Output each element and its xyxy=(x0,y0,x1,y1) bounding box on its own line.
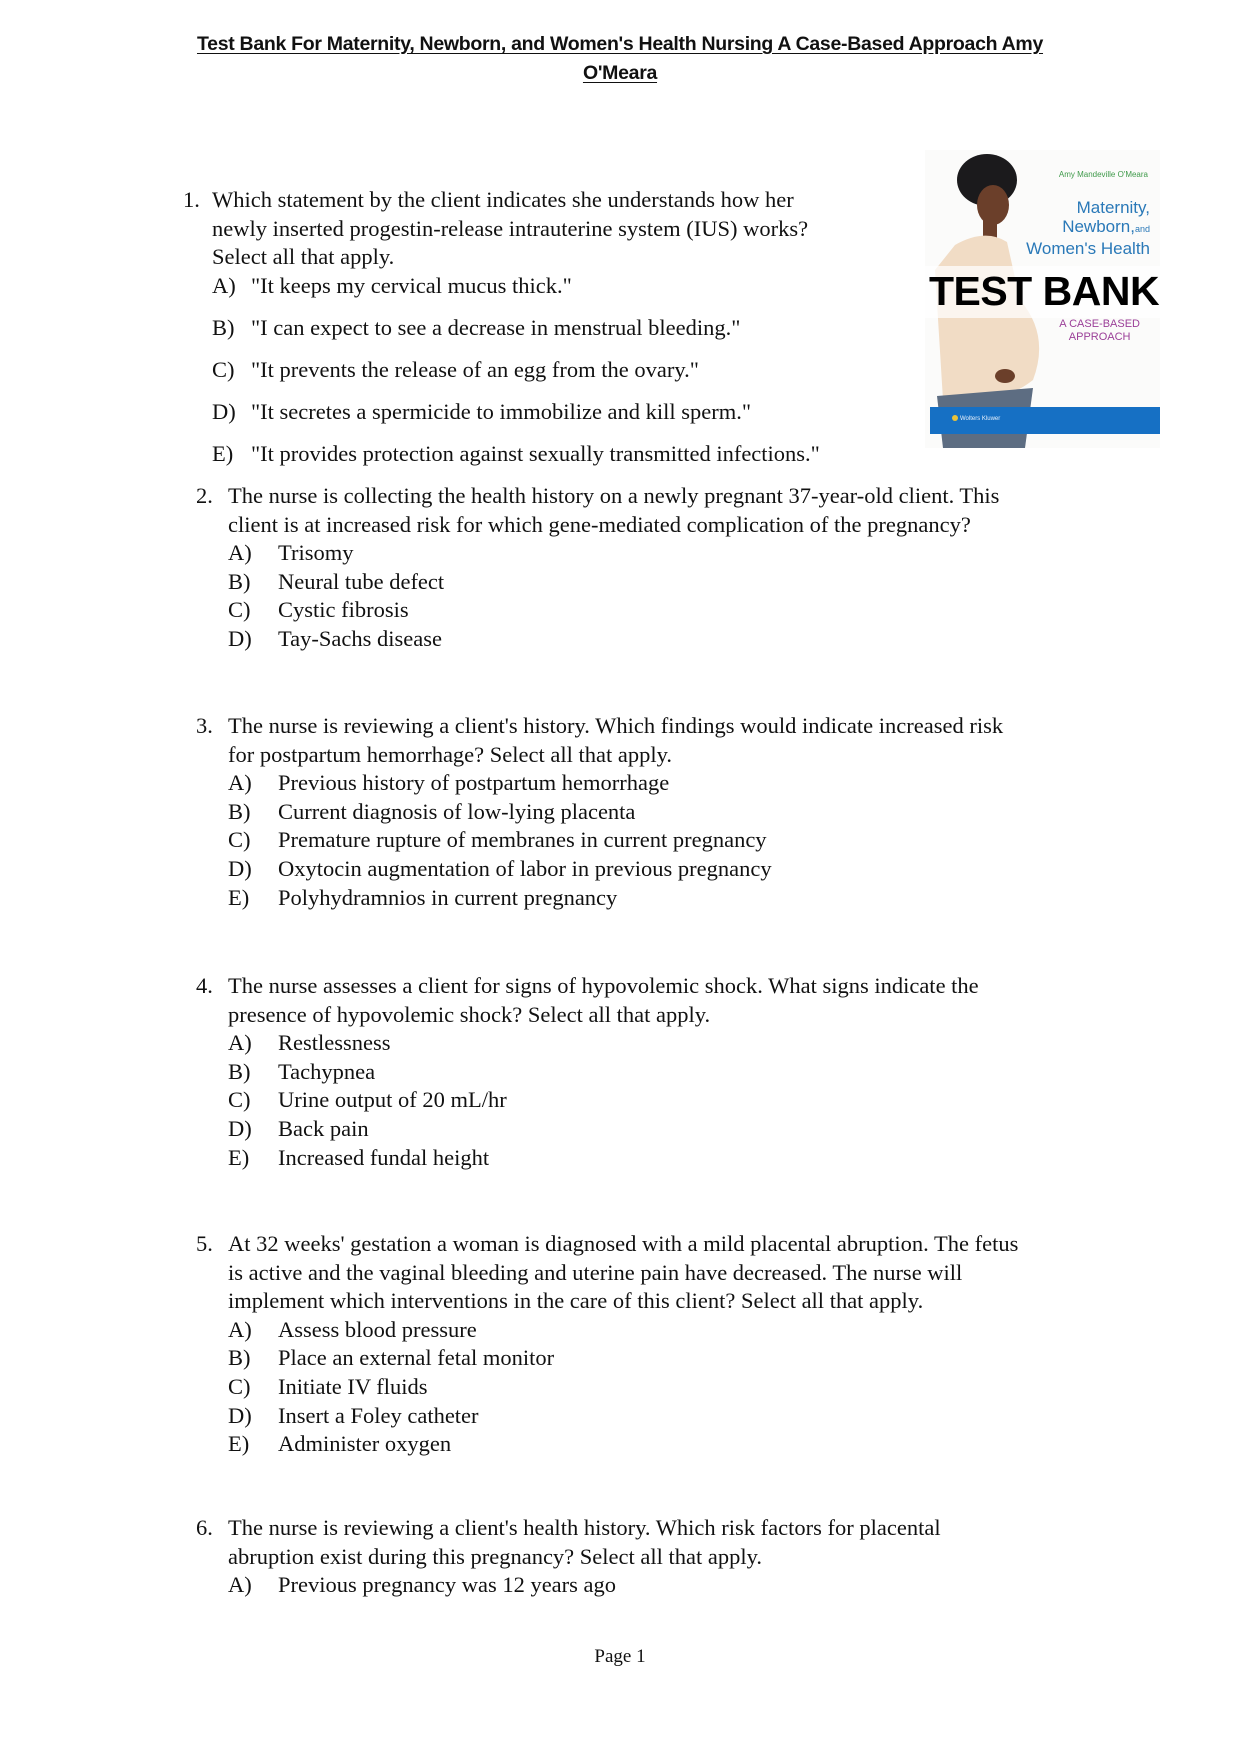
option-letter: C) xyxy=(212,356,235,382)
option-text: Tay-Sachs disease xyxy=(278,625,442,651)
answer-option-b xyxy=(228,798,1136,827)
question-6 xyxy=(196,1514,1136,1600)
answer-option-d xyxy=(212,398,883,440)
cover-title-line-1: Maternity, xyxy=(1076,198,1150,217)
answer-option-d xyxy=(228,855,1136,884)
option-text: Restlessness xyxy=(278,1030,391,1056)
book-cover-image xyxy=(925,150,1160,448)
question-number: 6. xyxy=(196,1515,213,1540)
answer-option-a xyxy=(228,769,1136,798)
stem-line: newly inserted progestin-release intrauterine system (IUS) works? xyxy=(212,215,809,241)
cover-title xyxy=(1026,198,1150,258)
stem-line: The nurse is reviewing a client's history. Which findings would indicate increased risk xyxy=(228,713,1004,738)
answer-option-e xyxy=(228,884,1136,913)
option-letter: A) xyxy=(228,1316,252,1342)
option-letter: B) xyxy=(228,1345,251,1371)
answer-option-e xyxy=(228,1430,1136,1459)
stem-line: implement which interventions in the care of this client? Select all that apply. xyxy=(228,1288,924,1314)
answer-option-c xyxy=(228,596,1136,625)
option-letter: D) xyxy=(228,1402,252,1428)
option-text: Neural tube defect xyxy=(278,568,445,594)
answer-option-d xyxy=(228,625,1136,654)
stem-line: presence of hypovolemic shock? Select all that apply. xyxy=(228,1001,711,1027)
option-text: Previous pregnancy was 12 years ago xyxy=(278,1572,617,1598)
question-1 xyxy=(183,186,883,482)
title-line-1: Test Bank For Maternity, Newborn, and Women's Health Nursing A Case-Based Approach Amy xyxy=(196,33,1044,55)
question-stem xyxy=(196,712,1136,769)
option-text: Trisomy xyxy=(278,540,354,566)
cover-title-line-2: Newborn, xyxy=(1062,217,1135,236)
answer-option-a xyxy=(228,539,1136,568)
publisher-logo xyxy=(952,415,1000,422)
option-letter: C) xyxy=(228,1087,251,1113)
cover-author: Amy Mandeville O'Meara xyxy=(1058,170,1148,179)
cover-subtitle xyxy=(1059,318,1140,344)
stem-line: The nurse is collecting the health history on a newly pregnant 37-year-old client. This xyxy=(228,483,1000,508)
option-text: Cystic fibrosis xyxy=(278,597,409,623)
answer-option-c xyxy=(228,1373,1136,1402)
stem-line: The nurse is reviewing a client's health history. Which risk factors for placental xyxy=(228,1515,941,1540)
option-text: Assess blood pressure xyxy=(278,1316,477,1342)
answer-option-c xyxy=(228,1086,1136,1115)
option-text: "I can expect to see a decrease in menstrual bleeding." xyxy=(251,314,741,340)
question-number: 2. xyxy=(196,483,213,508)
option-text: Current diagnosis of low-lying placenta xyxy=(278,798,636,824)
option-text: "It provides protection against sexually transmitted infections." xyxy=(251,440,820,466)
option-letter: D) xyxy=(228,625,252,651)
option-letter: E) xyxy=(228,1431,250,1457)
question-stem xyxy=(196,1514,1136,1571)
answer-option-b xyxy=(228,1058,1136,1087)
question-number: 3. xyxy=(196,713,213,738)
title-line-2: O'Meara xyxy=(582,62,658,84)
cover-subtitle-line-2: APPROACH xyxy=(1068,331,1131,343)
answer-option-d xyxy=(228,1115,1136,1144)
question-4 xyxy=(196,972,1136,1172)
cover-title-line-3: Women's Health xyxy=(1026,239,1150,258)
stem-line: client is at increased risk for which gene-mediated complication of the pregnancy? xyxy=(228,511,971,537)
publisher-name: Wolters Kluwer xyxy=(960,416,1001,422)
option-text: Back pain xyxy=(278,1115,369,1141)
option-letter: A) xyxy=(228,770,252,796)
answer-option-b xyxy=(212,314,883,356)
option-letter: E) xyxy=(212,440,234,466)
option-text: Place an external fetal monitor xyxy=(278,1345,555,1371)
option-text: Oxytocin augmentation of labor in previous pregnancy xyxy=(278,855,772,881)
option-letter: B) xyxy=(228,798,251,824)
option-letter: B) xyxy=(212,314,235,340)
stem-line: abruption exist during this pregnancy? Select all that apply. xyxy=(228,1543,763,1569)
option-text: Administer oxygen xyxy=(278,1431,452,1457)
option-letter: D) xyxy=(212,398,236,424)
option-letter: A) xyxy=(212,272,236,298)
option-letter: A) xyxy=(228,1572,252,1598)
stem-line: At 32 weeks' gestation a woman is diagnosed with a mild placental abruption. The fetus xyxy=(228,1231,1019,1256)
answer-option-b xyxy=(228,568,1136,597)
stem-line: The nurse assesses a client for signs of hypovolemic shock. What signs indicate the xyxy=(228,973,979,998)
option-text: Increased fundal height xyxy=(278,1144,490,1170)
stem-line: for postpartum hemorrhage? Select all that apply. xyxy=(228,741,673,767)
option-letter: E) xyxy=(228,1144,250,1170)
answer-option-e xyxy=(212,440,883,482)
page-number: Page 1 xyxy=(594,1646,646,1667)
question-2 xyxy=(196,482,1136,654)
option-letter: E) xyxy=(228,884,250,910)
option-text: Tachypnea xyxy=(278,1058,376,1084)
option-text: Premature rupture of membranes in current pregnancy xyxy=(278,827,767,853)
option-letter: D) xyxy=(228,855,252,881)
question-5 xyxy=(196,1230,1136,1459)
option-letter: B) xyxy=(228,568,251,594)
option-text: "It keeps my cervical mucus thick." xyxy=(251,272,572,298)
option-text: Insert a Foley catheter xyxy=(278,1402,479,1428)
question-stem xyxy=(183,186,883,272)
question-number: 4. xyxy=(196,973,213,998)
option-letter: C) xyxy=(228,827,251,853)
document-title xyxy=(0,30,1240,88)
stem-line: is active and the vaginal bleeding and uterine pain have decreased. The nurse will xyxy=(228,1259,963,1285)
option-text: Initiate IV fluids xyxy=(278,1373,428,1399)
option-letter: A) xyxy=(228,1030,252,1056)
answer-option-e xyxy=(228,1144,1136,1173)
option-text: Previous history of postpartum hemorrhage xyxy=(278,770,670,796)
publisher-bar xyxy=(930,407,1160,434)
answer-option-d xyxy=(228,1402,1136,1431)
option-letter: C) xyxy=(228,1373,251,1399)
cover-title-and: and xyxy=(1134,224,1150,234)
answer-option-c xyxy=(228,826,1136,855)
option-letter: C) xyxy=(228,597,251,623)
option-text: "It secretes a spermicide to immobilize and kill sperm." xyxy=(251,398,752,424)
answer-option-b xyxy=(228,1344,1136,1373)
question-stem xyxy=(196,482,1136,539)
answer-option-a xyxy=(212,272,883,314)
publisher-logo-icon xyxy=(952,415,958,421)
question-number: 1. xyxy=(183,187,200,212)
option-letter: A) xyxy=(228,540,252,566)
cover-subtitle-line-1: A CASE-BASED xyxy=(1059,318,1140,330)
option-letter: B) xyxy=(228,1058,251,1084)
answer-option-c xyxy=(212,356,883,398)
answer-option-a xyxy=(228,1316,1136,1345)
test-bank-overlay: TEST BANK xyxy=(928,268,1160,314)
stem-line: Which statement by the client indicates she understands how her xyxy=(212,187,794,212)
option-text: Urine output of 20 mL/hr xyxy=(278,1087,507,1113)
option-letter: D) xyxy=(228,1115,252,1141)
question-3 xyxy=(196,712,1136,912)
answer-option-a xyxy=(228,1571,1136,1600)
stem-line: Select all that apply. xyxy=(212,244,395,270)
question-number: 5. xyxy=(196,1231,213,1256)
question-stem xyxy=(196,972,1136,1029)
question-stem xyxy=(196,1230,1136,1316)
option-text: "It prevents the release of an egg from the ovary." xyxy=(251,356,699,382)
option-text: Polyhydramnios in current pregnancy xyxy=(278,884,618,910)
answer-option-a xyxy=(228,1029,1136,1058)
